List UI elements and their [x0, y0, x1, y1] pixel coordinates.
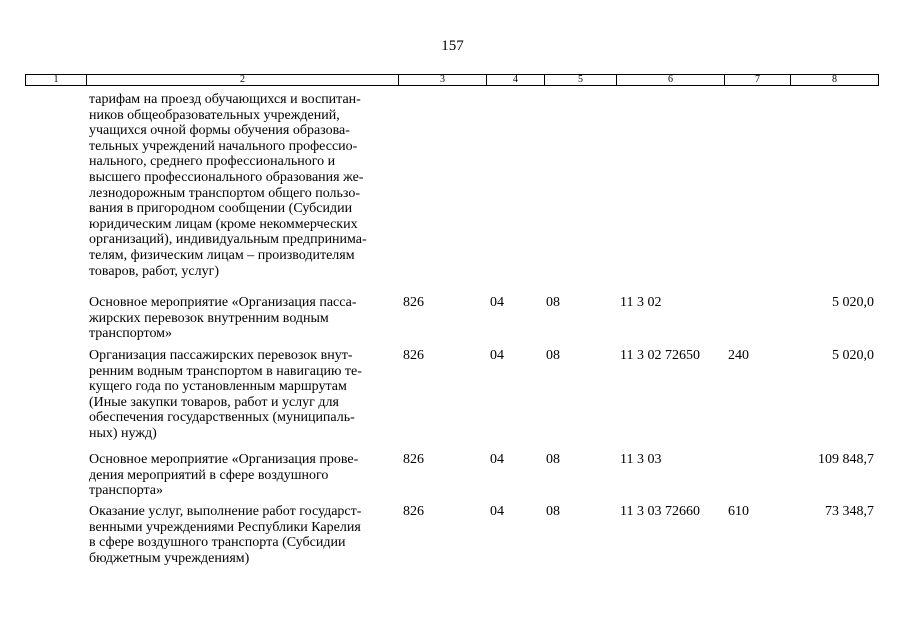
- header-col-8: 8: [790, 75, 878, 85]
- cell-expense-type: 240: [728, 348, 749, 363]
- cell-ministry-code: 826: [403, 348, 424, 363]
- header-col-5: 5: [544, 75, 616, 85]
- row-name: Организация пассажирских перевозок внут- ренним водным транспортом в навигацию те- кущего года по установленным маршрутам (Иные закупки товаров, работ и услуг для обеспечения государственных (муниципаль- ных) нужд): [89, 348, 362, 441]
- row-name: тарифам на проезд обучающихся и воспитан- ников общеобразовательных учреждений, учащихся очной формы обучения образова- тельных учреждений начального профессио- нального, среднего профессионального и высшего профессионального образования же- лезнодорожным транспортом общего пользо- вания в пригородном сообщении (Субсидии юридическим лицам (кроме некоммерческих организаций), индивидуальным предпринима- телям, физическим лицам – производителям товаров, работ, услуг): [89, 92, 367, 279]
- cell-subsection: 08: [546, 295, 560, 310]
- cell-target-code: 11 3 03 72660: [620, 504, 700, 519]
- cell-amount: 5 020,0: [832, 348, 874, 363]
- cell-amount: 73 348,7: [825, 504, 874, 519]
- cell-amount: 5 020,0: [832, 295, 874, 310]
- cell-section: 04: [490, 348, 504, 363]
- column-number-header: [25, 74, 879, 86]
- cell-subsection: 08: [546, 348, 560, 363]
- cell-amount: 109 848,7: [818, 452, 874, 467]
- cell-subsection: 08: [546, 504, 560, 519]
- cell-ministry-code: 826: [403, 452, 424, 467]
- cell-section: 04: [490, 295, 504, 310]
- cell-ministry-code: 826: [403, 504, 424, 519]
- row-name: Основное мероприятие «Организация прове- дения мероприятий в сфере воздушного транспорта»: [89, 452, 359, 499]
- cell-target-code: 11 3 02 72650: [620, 348, 700, 363]
- header-col-7: 7: [724, 75, 790, 85]
- cell-target-code: 11 3 03: [620, 452, 662, 467]
- header-col-1: 1: [53, 74, 59, 85]
- cell-section: 04: [490, 504, 504, 519]
- header-col-6: 6: [616, 75, 724, 85]
- page-number: 157: [441, 38, 464, 54]
- header-col-2: 2: [86, 75, 398, 85]
- cell-expense-type: 610: [728, 504, 749, 519]
- cell-section: 04: [490, 452, 504, 467]
- cell-target-code: 11 3 02: [620, 295, 662, 310]
- cell-ministry-code: 826: [403, 295, 424, 310]
- cell-subsection: 08: [546, 452, 560, 467]
- row-name: Основное мероприятие «Организация пасса- жирских перевозок внутренним водным транспортом»: [89, 295, 357, 342]
- header-col-4: 4: [486, 75, 544, 85]
- row-name: Оказание услуг, выполнение работ государст- венными учреждениями Республики Карелия в сфере воздушного транспорта (Субсидии бюджетным учреждениям): [89, 504, 362, 566]
- header-col-3: 3: [398, 75, 486, 85]
